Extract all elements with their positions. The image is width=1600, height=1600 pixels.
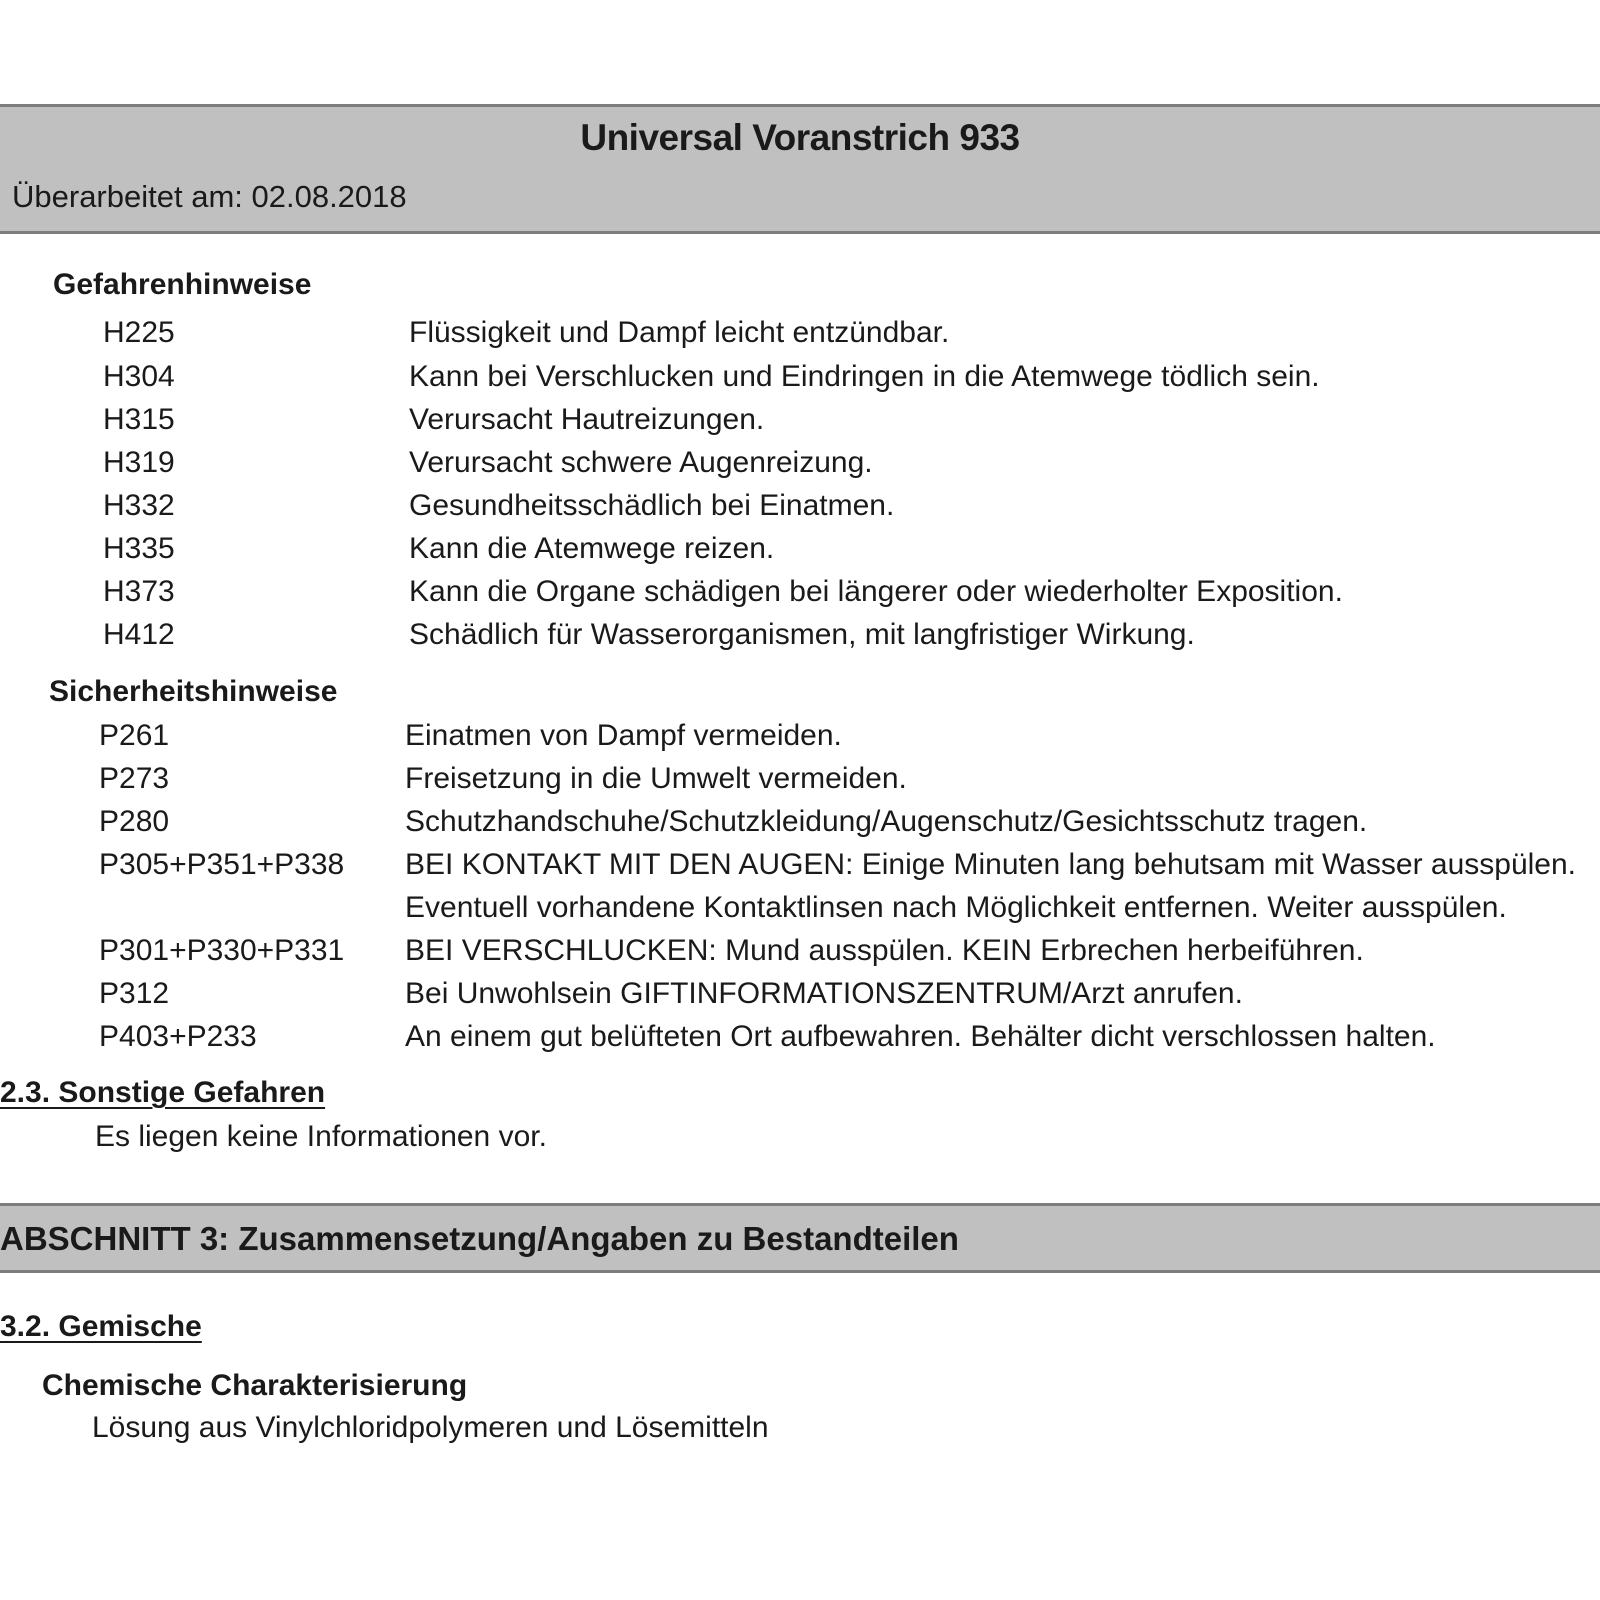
hazard-text: Schädlich für Wasserorganismen, mit langfristiger Wirkung.: [409, 618, 1195, 651]
precaution-text: Freisetzung in die Umwelt vermeiden.: [405, 762, 907, 795]
other-hazards-text: Es liegen keine Informationen vor.: [95, 1120, 547, 1153]
hazard-code: H315: [103, 403, 175, 436]
hazard-code: H319: [103, 446, 175, 479]
precaution-text: Eventuell vorhandene Kontaktlinsen nach Möglichkeit entfernen. Weiter ausspülen.: [405, 891, 1507, 924]
hazard-code: H332: [103, 489, 175, 522]
precaution-code: P403+P233: [99, 1020, 257, 1053]
precaution-code: P301+P330+P331: [99, 934, 345, 967]
other-hazards-heading: 2.3. Sonstige Gefahren: [0, 1076, 326, 1109]
revision-date: Überarbeitet am: 02.08.2018: [12, 179, 407, 214]
chemical-characterization-heading: Chemische Charakterisierung: [42, 1369, 468, 1402]
precaution-text: BEI VERSCHLUCKEN: Mund ausspülen. KEIN Erbrechen herbeiführen.: [405, 934, 1364, 967]
hazard-statements-heading: Gefahrenhinweise: [53, 268, 312, 301]
hazard-code: H304: [103, 360, 175, 393]
hazard-code: H412: [103, 618, 175, 651]
hazard-text: Gesundheitsschädlich bei Einatmen.: [409, 489, 895, 522]
document-header: [0, 104, 1600, 234]
precaution-code: P305+P351+P338: [99, 848, 345, 881]
precaution-code: P312: [99, 977, 170, 1010]
hazard-code: H373: [103, 575, 175, 608]
hazard-code: H335: [103, 532, 175, 565]
chemical-characterization-text: Lösung aus Vinylchloridpolymeren und Lösemitteln: [92, 1411, 769, 1444]
mixtures-heading: 3.2. Gemische: [0, 1310, 202, 1343]
section-3-header: [0, 1203, 1600, 1273]
precaution-statements-heading: Sicherheitshinweise: [49, 675, 338, 708]
precaution-text: Schutzhandschuhe/Schutzkleidung/Augenschutz/Gesichtsschutz tragen.: [405, 805, 1368, 838]
hazard-text: Flüssigkeit und Dampf leicht entzündbar.: [409, 316, 950, 349]
hazard-text: Kann bei Verschlucken und Eindringen in die Atemwege tödlich sein.: [409, 360, 1320, 393]
hazard-text: Kann die Organe schädigen bei längerer oder wiederholter Exposition.: [409, 575, 1343, 608]
hazard-text: Kann die Atemwege reizen.: [409, 532, 775, 565]
precaution-text: Bei Unwohlsein GIFTINFORMATIONSZENTRUM/Arzt anrufen.: [405, 977, 1243, 1010]
precaution-code: P261: [99, 719, 170, 752]
section-3-title: ABSCHNITT 3: Zusammensetzung/Angaben zu Bestandteilen: [0, 1220, 959, 1257]
precaution-text: BEI KONTAKT MIT DEN AUGEN: Einige Minuten lang behutsam mit Wasser ausspülen.: [405, 848, 1577, 881]
hazard-code: H225: [103, 316, 175, 349]
precaution-text: An einem gut belüfteten Ort aufbewahren. Behälter dicht verschlossen halten.: [405, 1020, 1436, 1053]
precaution-text: Einatmen von Dampf vermeiden.: [405, 719, 842, 752]
hazard-text: Verursacht Hautreizungen.: [409, 403, 765, 436]
hazard-text: Verursacht schwere Augenreizung.: [409, 446, 873, 479]
document-title: Universal Voranstrich 933: [580, 117, 1020, 158]
precaution-code: P273: [99, 762, 170, 795]
precaution-code: P280: [99, 805, 170, 838]
